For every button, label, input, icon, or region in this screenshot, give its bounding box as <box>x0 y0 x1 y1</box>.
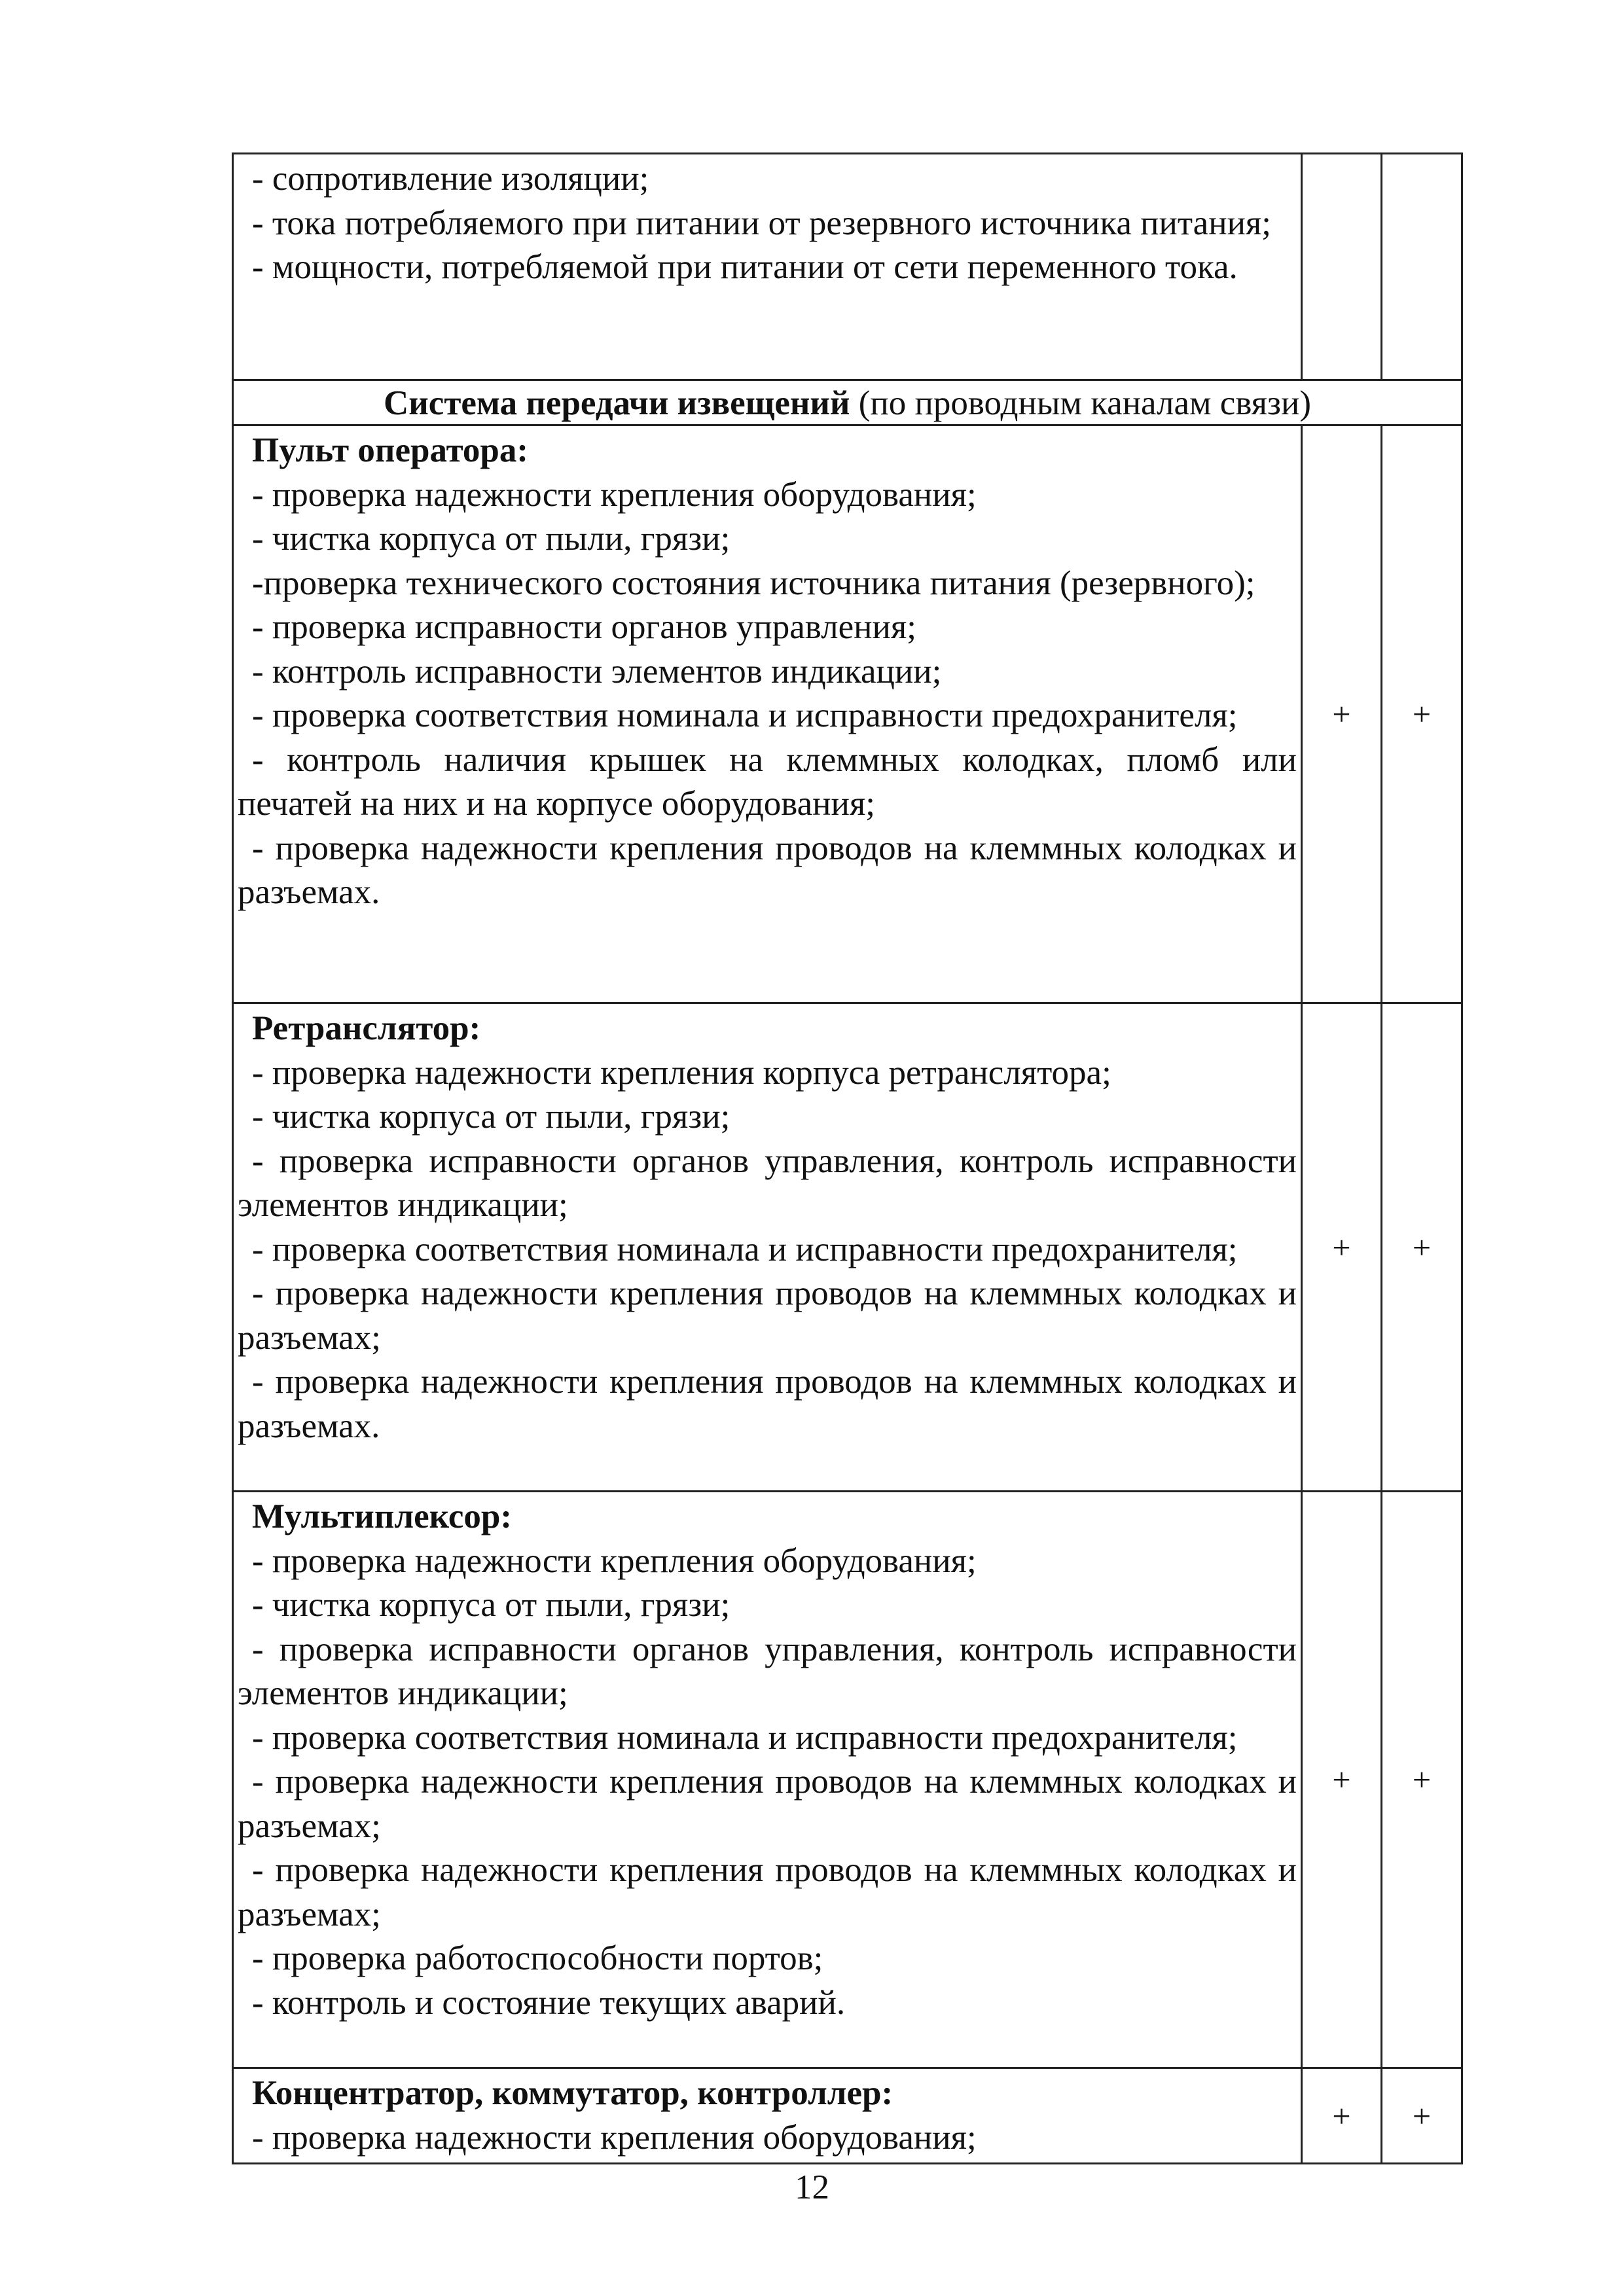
operator-console-cell <box>233 425 1302 1003</box>
list-item: - проверка надежности крепления проводов на клеммных колодках и разъемах; <box>238 1763 1297 1845</box>
list-item: - чистка корпуса от пыли, грязи; <box>252 1586 731 1624</box>
list-item: - чистка корпуса от пыли, грязи; <box>252 1098 731 1136</box>
mark-cell: + <box>1302 1003 1382 1492</box>
mark-cell <box>1382 154 1462 380</box>
list-item: - проверка надежности крепления проводов на клеммных колодках и разъемах; <box>238 1274 1297 1357</box>
table-row <box>233 380 1462 425</box>
mark-cell: + <box>1302 425 1382 1003</box>
list-item: - проверка исправности органов управления, контроль исправности элементов индикации; <box>238 1630 1297 1712</box>
list-item: - проверка надежности крепления оборудования; <box>252 1541 977 1580</box>
mark-cell: + <box>1382 1492 1462 2068</box>
page-number: 12 <box>795 2168 829 2206</box>
list-item: - проверка соответствия номинала и исправности предохранителя; <box>252 696 1238 734</box>
list-item: - проверка работоспособности портов; <box>252 1939 823 1977</box>
multiplexer-cell <box>233 1492 1302 2068</box>
concentrator-cell <box>233 2068 1302 2164</box>
list-item: - чистка корпуса от пыли, грязи; <box>252 520 731 558</box>
list-item: - проверка соответствия номинала и исправности предохранителя; <box>252 1718 1238 1757</box>
list-item: - проверка надежности крепления проводов на клеммных колодках и разъемах; <box>238 1851 1297 1933</box>
section-title: Ретранслятор: <box>252 1009 481 1047</box>
mark-cell: + <box>1382 1003 1462 1492</box>
table-row <box>233 1003 1462 1492</box>
list-item: - мощности, потребляемой при питании от сети переменного тока. <box>252 248 1238 286</box>
list-item: - проверка надежности крепления проводов на клеммных колодках и разъемах. <box>238 1363 1297 1445</box>
mark-cell: + <box>1382 425 1462 1003</box>
list-item: - проверка надежности крепления оборудования; <box>252 2118 977 2157</box>
list-item: - проверка исправности органов управления, контроль исправности элементов индикации; <box>238 1141 1297 1224</box>
list-item: - проверка исправности органов управления; <box>252 608 916 646</box>
table-row <box>233 425 1462 1003</box>
list-item: - проверка надежности крепления корпуса ретранслятора; <box>252 1053 1111 1092</box>
table-row <box>233 154 1462 380</box>
list-item: - сопротивление изоляции; <box>252 160 649 198</box>
mark-cell: + <box>1302 1492 1382 2068</box>
mark-cell: + <box>1302 2068 1382 2164</box>
mark-cell: + <box>1382 2068 1462 2164</box>
mark-cell <box>1302 154 1382 380</box>
table-row <box>233 1492 1462 2068</box>
section-header <box>233 380 1462 425</box>
maintenance-table <box>232 152 1463 2164</box>
section-title: Пульт оператора: <box>252 431 529 469</box>
section-title: Мультиплексор: <box>252 1498 512 1535</box>
list-item: - проверка соответствия номинала и исправности предохранителя; <box>252 1230 1238 1268</box>
top-block-cell <box>233 154 1302 380</box>
list-item: - проверка надежности крепления оборудования; <box>252 475 977 514</box>
table-row <box>233 2068 1462 2164</box>
list-item: - проверка надежности крепления проводов на клеммных колодках и разъемах. <box>238 829 1297 911</box>
section-header-bold: Система передачи извещений <box>384 384 850 422</box>
section-title: Концентратор, коммутатор, контроллер: <box>252 2074 893 2112</box>
section-header-normal: (по проводным каналам связи) <box>850 384 1311 422</box>
list-item: - контроль наличия крышек на клеммных колодках, пломб или печатей на них и на корпусе оборудования; <box>238 740 1297 823</box>
list-item: - тока потребляемого при питании от резервного источника питания; <box>252 204 1272 242</box>
list-item: - контроль и состояние текущих аварий. <box>252 1983 846 2022</box>
list-item: - контроль исправности элементов индикации; <box>252 652 942 691</box>
repeater-cell <box>233 1003 1302 1492</box>
list-item: -проверка технического состояния источника питания (резервного); <box>252 564 1255 602</box>
